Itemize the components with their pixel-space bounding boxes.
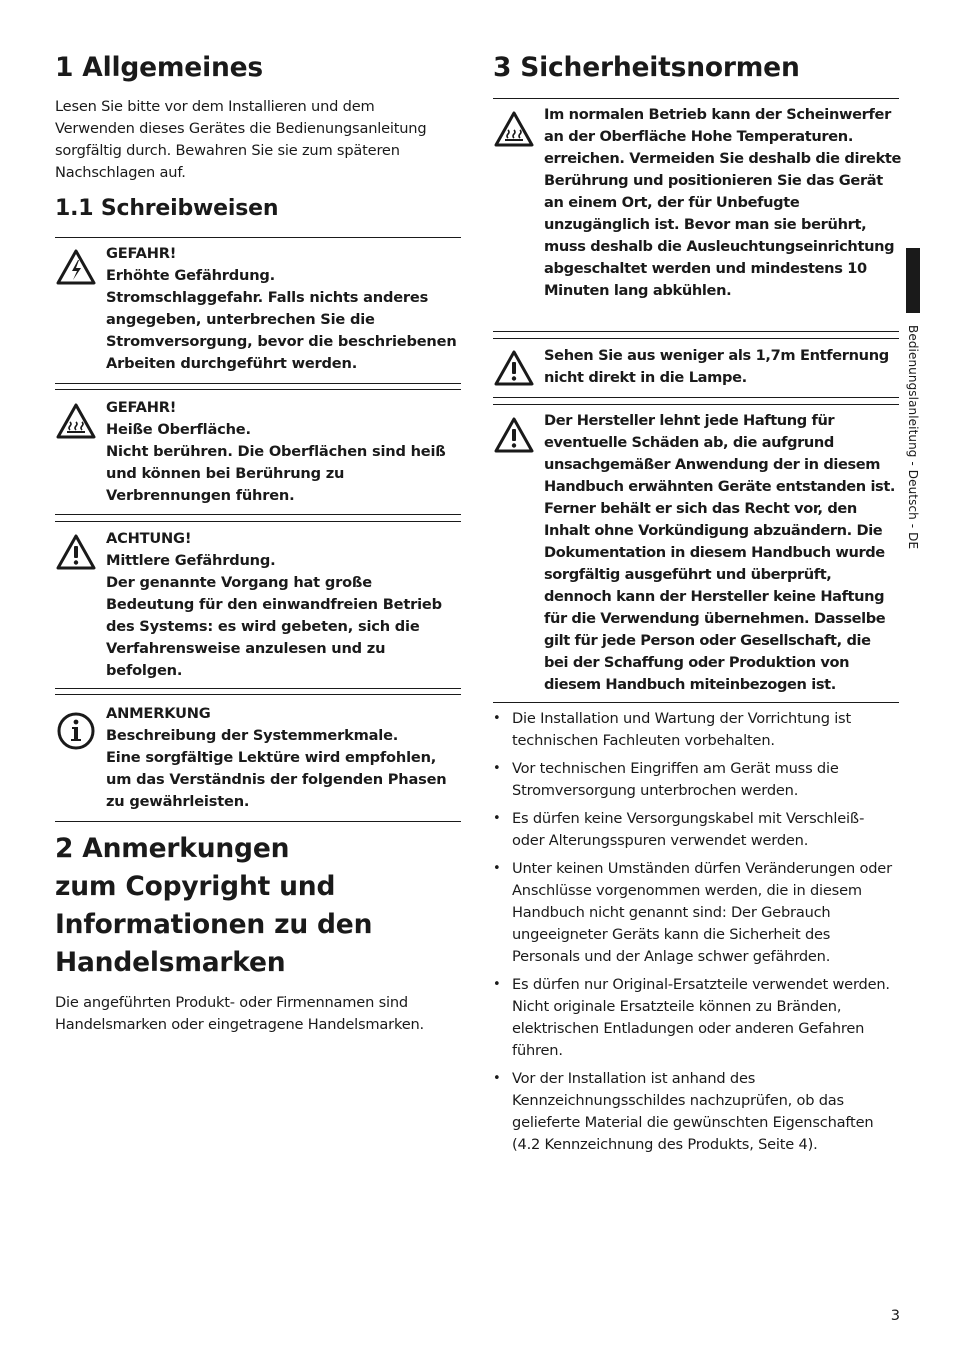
notice-label: GEFAHR!: [106, 245, 177, 262]
list-item: • Vor technischen Eingriffen am Gerät muss die Stromversorgung unterbrochen werden.: [493, 758, 899, 802]
notice-text: Nicht berühren. Die Oberflächen sind heiß und können bei Berührung zu Verbrennungen führen.: [106, 443, 446, 504]
divider: [493, 331, 899, 332]
divider: [493, 404, 899, 405]
page-number: 3: [890, 1307, 900, 1324]
section-3-title: 3 Sicherheitsnormen: [493, 52, 800, 83]
notice-lamp-distance: [493, 345, 899, 395]
list-item: • Unter keinen Umständen dürfen Veränderungen oder Anschlüsse vorgenommen werden, die in diesem Handbuch nicht genannt sind: Der Gebrauch ungeeigneter Geräts kann die Sicherheit des Personals und der Anlage schwer gefährden.: [493, 858, 899, 968]
chapter-tab-marker: [906, 248, 920, 313]
list-item: • Es dürfen nur Original-Ersatzteile verwendet werden. Nicht originale Ersatzteile können zu Bränden, elektrischen Entladungen oder anderen Gefahren führen.: [493, 974, 899, 1062]
notice-level: Erhöhte Gefährdung.: [106, 267, 276, 284]
notice-level: Mittlere Gefährdung.: [106, 552, 276, 569]
section-1-title: 1 Allgemeines: [55, 52, 263, 83]
electric-hazard-warning-icon: [55, 248, 97, 286]
hot-surface-warning-icon: [493, 110, 535, 148]
divider: [493, 338, 899, 339]
divider: [55, 383, 461, 384]
section-2-title-line: zum Copyright und: [55, 871, 336, 902]
section-2-text: Die angeführten Produkt- oder Firmennamen sind Handelsmarken oder eingetragene Handelsmarken.: [55, 994, 424, 1033]
notice-label: GEFAHR!: [106, 399, 177, 416]
notice-text: Sehen Sie aus weniger als 1,7m Entfernung nicht direkt in die Lampe.: [544, 347, 889, 386]
side-running-label: [906, 325, 920, 575]
divider: [55, 694, 461, 695]
divider: [493, 397, 899, 398]
general-warning-icon: [493, 349, 535, 387]
hot-surface-warning-icon: [55, 402, 97, 440]
divider: [493, 702, 899, 703]
notice-text: Der genannte Vorgang hat große Bedeutung für den einwandfreien Betrieb des Systems: es wird gebeten, sich die Verfahrensweise anzulesen und zu befolgen.: [106, 574, 442, 679]
notice-text: Der Hersteller lehnt jede Haftung für eventuelle Schäden ab, die aufgrund unsachgemäßer Anwendung der in diesem Handbuch erwähnten Geräte entstanden ist. Ferner behält er sich das Recht vor, den Inhalt ohne Vorkündigung abzuändern. Die Dokumentation in diesem Handbuch wurde sorgfältig ausgeführt und überprüft, dennoch kann der Hersteller keine Haftung für die Verwendung übernehmen. Dasselbe gilt für jede Person oder Gesellschaft, die bei der Schaffung oder Produktion von diesem Handbuch miteinbezogen ist.: [544, 412, 896, 693]
section-2-title-line: Informationen zu den: [55, 909, 373, 940]
info-icon: [55, 711, 97, 749]
notice-electric-danger: [55, 243, 461, 383]
section-2-title: [55, 830, 461, 982]
list-item: • Es dürfen keine Versorgungskabel mit Verschleiß- oder Alterungsspuren verwendet werden.: [493, 808, 899, 852]
notice-liability: [493, 410, 899, 700]
side-label-text: Bedienungslanleitung - Deutsch - DE: [906, 325, 920, 550]
list-item: • Vor der Installation ist anhand des Kennzeichnungsschildes nachzuprüfen, ob das gelieferte Material die gewünschten Eigenschaften (4.2 Kennzeichnung des Produkts, Seite 4).: [493, 1068, 899, 1156]
divider: [55, 821, 461, 822]
divider: [55, 688, 461, 689]
notice-text: Eine sorgfältige Lektüre wird empfohlen, um das Verständnis der folgenden Phasen zu gewährleisten.: [106, 749, 447, 810]
general-warning-icon: [493, 416, 535, 454]
notice-hot-surface-danger: [55, 397, 461, 512]
notice-top-rule: [55, 237, 461, 238]
divider: [55, 521, 461, 522]
divider: [55, 514, 461, 515]
section-2-title-line: 2 Anmerkungen: [55, 833, 290, 864]
notice-label: ANMERKUNG: [106, 705, 211, 722]
notice-remark: [55, 703, 461, 818]
notice-level: Beschreibung der Systemmerkmale.: [106, 727, 399, 744]
notice-text: Stromschlaggefahr. Falls nichts anderes angegeben, unterbrechen Sie die Stromversorgung, bevor die beschriebenen Arbeiten durchgeführt werden.: [106, 289, 457, 372]
safety-bullet-list: [493, 708, 899, 1162]
notice-label: ACHTUNG!: [106, 530, 192, 547]
notice-level: Heiße Oberfläche.: [106, 421, 251, 438]
notice-attention: [55, 528, 461, 683]
notice-hot-surface: [493, 104, 902, 324]
divider: [493, 98, 899, 99]
section-1-1-title: 1.1 Schreibweisen: [55, 196, 279, 221]
list-item: • Die Installation und Wartung der Vorrichtung ist technischen Fachleuten vorbehalten.: [493, 708, 899, 752]
section-2-title-line: Handelsmarken: [55, 947, 286, 978]
general-warning-icon: [55, 533, 97, 571]
divider: [55, 389, 461, 390]
notice-text: Im normalen Betrieb kann der Scheinwerfer an der Oberfläche Hohe Temperaturen. erreichen. Vermeiden Sie deshalb die direkte Berührung und positionieren Sie das Gerät an einem Ort, der für Unbefugte unzugänglich ist. Bevor man sie berührt, muss deshalb die Ausleuchtungseinrichtung abgeschaltet werden und mindestens 10 Minuten lang abkühlen.: [544, 106, 902, 299]
section-1-intro: Lesen Sie bitte vor dem Installieren und dem Verwenden dieses Gerätes die Bedienungsanleitung sorgfältig durch. Bewahren Sie sie zum späteren Nachschlagen auf.: [55, 98, 427, 181]
